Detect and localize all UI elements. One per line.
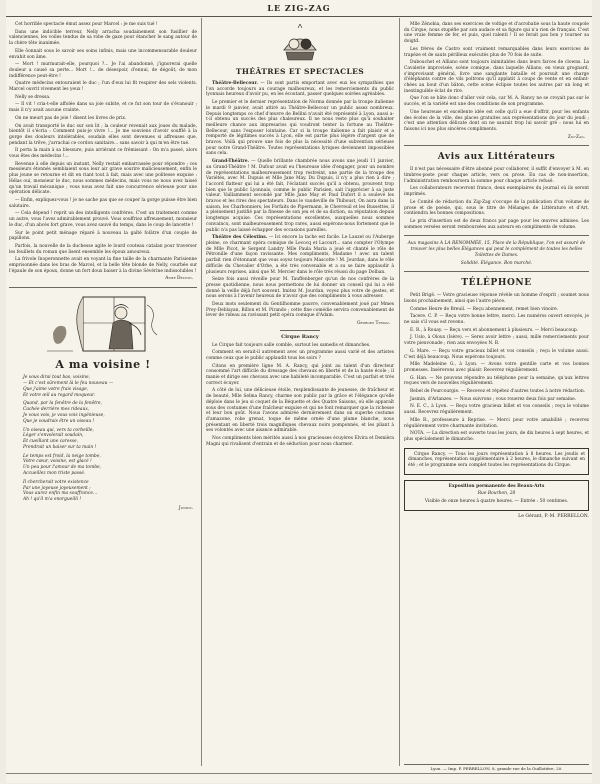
divider [404,145,589,146]
paragraph: Petit Brigé. — Votre gracieuse réponse révèle un homme d'esprit ; soumet nous lisons prochainement, ainsi que l'autre pièce. [404,293,589,304]
review-text: Deux mots seulement du Gentilhomme pauvre, convenablement joué par Mmes Prey-Deblayan, Billon et M. Pirando ; cette fine comédie servira convenablement de lever de rideau au ravissant petit opéra comique d'Adam. [206,302,394,319]
poem-line: Il chercherait votre existence [23,479,89,485]
paragraph: On ne meurt pas de joie ! disent les livres de prix. [15,115,127,121]
imprint: Lyon. — Imp. P. PERRELLON, 8, grande rue de la Guillotière, 20. [404,764,589,771]
poem-line: Prendrait un baiser sur ta main ! [23,444,97,450]
signature: Aymé Delyon. [165,276,193,282]
review-text: — Ils sont partis emportant avec eux les sympathies que l'on accorde toujours au courage malheureux, et les remerciements du public lyonnais heureux d'avoir pu, en les écoutant, passer quelques soirées agréables. [206,81,394,98]
poem-line: Cachée derrière mes rideaux, [23,407,90,413]
column-rule [399,18,400,766]
exposition-text: Visible de onze heures à quatre heures. — Entrée : 50 centimes. [424,499,569,505]
telephone-messages [404,293,589,442]
paragraph: Les collaborateurs recevront franco, deux exemplaires du journal où ils seront imprimés. [404,186,589,198]
paragraph: Le Cirque fait toujours salle comble, surtout les samedis et dimanches. [212,342,371,348]
poem-line: Et votre œil au regard moqueur. [23,392,96,398]
review-paragraph [206,235,394,275]
paragraph: Le prix d'insertion est de deux francs par page pour les œuvres admises. Les sommes versées seront remboursées aux auteurs en compliments de volume. [404,218,589,230]
paragraph: Mlle R., professeure à Reprise. — Merci pour votre amabilité ; recevrez régulièrement votre charmante invitation. [404,417,589,429]
divider [404,235,589,236]
paragraph: Elle ôonnait sous le savoir ses soins infinis, mais une incommensurable douleur envahit son âme. [9,48,197,60]
poem-stanza [23,428,197,451]
store-ad-tagline: Solidité. Élégance. Bon marché. [460,260,533,266]
cirque-ad-text: Cirque Rancy. — Tous les jours représentation à 8 heures. Les jeudis et dimanches, représentation supplémentaire à 2 heures, le dimanche suivant en été ; et le programme sera complet toutes les représentations du Cirque. [408,451,585,469]
poem-stanza [23,401,197,424]
paragraph: Rebel de Pourcourgie. — Recevez et répétez d'autres toutes à notre rédaction. [410,389,586,395]
avis-text [404,167,589,230]
review-paragraph [206,100,394,157]
paragraph: La frivole Inoperonnette avait en voyant la fine taille de la charmante Parisienne emprisonnée dans les bras de Marcel, et la belle tête blonde de Nelly, courbée sur l'épaule de son époux, donne un fort doux baiser à la divine Sévérine indissolubles ! [9,257,197,274]
paragraph: Cet horrible spectacle émut assez pour Marcel : je me suis tué ! [15,22,158,27]
paragraph: A côté de lui, une délicieuse étoile, resplendissante de jeunesse, de fraîcheur et de beauté, Mlle Selma Rancy, charme son public par la grâce et l'élégance qu'elle déploie dans le jeu si coquet de la Béquette et des Quatre Saisons, où elle apparaît sous des costumes d'une fraîcheur exquise et qui ne font remarquer que la richesse et leur bon goût. Nous l'avons admirée dernièrement dans un superbe costume d'amazone, robe grenat, toque de même ornée d'une plume blanche, nous présentant en liberté trois magnifiques chevaux noirs pomponnés, et les pliant à ses volontés avec une aisance admirable. [206,388,394,434]
venue-name: Grand-Théâtre. [212,159,250,165]
theatre-reviews [206,81,394,319]
store-ad: Aux magasins A LA RENOMMÉE, 15, Place de la République, l'on est assuré de trouver les plus belles Élégances qui peut le complément de toutes les belles Toilettes de Dames. [407,241,586,258]
paragraph: Dubouchet et Alliano sont toujours inimitables dans leurs farces de clowns. La Cavalerie improvisée, scène comique, dans laquelle Alliano, en vieux grognard, s'improvisant général, livre une sanglante bataille et poursuit une charge d'éléphants contre de vils poltrons qu'il applatit à coups de vente et en enfant-chées au bout d'un bâton, cette scène éclipse toutes les autres par un long et inextinguible éclat de rire. [404,60,589,94]
review-text: Le premier et le dernier représentation de Norma donnée par la troupe italienne le mardi 9 janvier, avait attiré au Théâtre-Bellecour un public assez nombreux. Depuis longtemps ce chef d'œuvre de Bellini n'avait été représenté à Lyon, aussi a-t-il obtenu un succès des plus chaleureux. Il ne nous reste plus qu'à souhaiter meilleure chance aux impresarios qui voudront tenter la fortune au Théâtre-Bellecour, sans l'exposer lointaine. Car si la troupe italienne a fait plaisir et a remporté de légitimes succès à Lyon, elle est partie plus légère d'argent que de bravos. Voilà qui prouve une fois de plus la nécessité d'une subvention sérieuse pour notre Grand-Théâtre. Toutes représentations lyriques deviennent impossibles sans cela. [206,100,394,157]
masthead-title: LE ZIG-ZAG [267,3,331,13]
paragraph: Que l'on se hâte donc d'aller voir cela, car M. A. Rancy ne se croyait pas sur le succès, et la variété est une des conditions de son programme. [404,96,589,108]
paragraph: Jasmin, d'Arlanzes. — Nous suivrons ; vous rouerez deux fois par semaine. [410,396,577,402]
gerant: Le Gérant, P.-M. PERRELLON. [518,513,589,519]
story-continuation [9,22,197,274]
paragraph: Revenue à elle depuis un instant, Nelly restait embarrassée pour répondre ; ces messieurs étonnés semblaient sous leur air grave sourire malicieusement, enfin le plus jeune se retourne et dit en riant tout à fait, mais avec une politesse exquise : Hélas oui, monsieur le duc, nous sommes médecins, mais vous ne nous avez laissé qu'un travail mécanique ; vous nous avez fait une concurrence sérieuse pour une opération délicate. [9,161,197,196]
venue-name: Théâtre-Bellecour. [212,81,258,86]
theatre-emblem-illustration [278,24,322,64]
paragraph: G. Han. — Ne pouvons répondre au téléphone pour la semaine, qu'aux lettres reçues vers de nouvelles régulièrement. [404,375,589,387]
exposition-box [404,480,589,511]
woman-at-window-illustration [43,293,163,355]
paragraph: NOTA. — La direction est ouverte tous les jours, de dix heures à sept heures, et plus spécialement le dimanche. [404,431,589,442]
poem-line: Accueillez mon triste passé. [23,471,86,477]
review-paragraph [206,159,394,233]
poem-line: Je vous dirai tout bas, voisine, [23,375,90,381]
signature: Georges Tyrian. [357,321,390,327]
column-right [404,22,589,520]
poem-stanza [23,454,197,477]
poem-line: — Et c'est sûrement là le feu nouveau — [23,380,114,386]
newspaper-page [6,0,592,783]
avis-title: Avis aux Littérateurs [437,152,556,163]
poem-title: A ma voisine ! [55,358,151,372]
exposition-address: Rue Bourbon, 28 [477,491,516,497]
paragraph: Une heureuse et excellente idée est celle qu'il a eue d'offrir, pour les enfants des écoles de la ville, des places gratuites aux représentations du jour du jeudi ; c'est une attention délicate dont on ne saurait trop lui savoir gré : nous lui en faisons ici nos plus sincères compliments. [404,109,589,132]
divider [280,330,320,331]
poem-line: Je vous vois, je vous vois ingénieuse, [23,412,105,418]
cirque-review [206,343,394,448]
paragraph: Mlle Madeleine G., à Lyon. — Avons votre gentille carte et vos bonnes promesses. Insérerons avec plaisir. Recevrez régulièrement. [404,362,589,373]
divider [404,271,589,272]
poem [23,375,197,503]
paragraph: Comme Heure de Breuil. — Reçu abonnement, remet bien vinoire. [410,306,559,312]
paragraph: — Mort ! murmurait-elle, pourquoi ?... Je l'ai abandonné, j'ignorerai quelle douleur a causé sa perte... Mort !... de désespoir, d'ennui, de dégoût, de mon indifférence peut-être ! [9,62,197,79]
poem-line: Un oiseau qui, vers ta corbeille, [23,427,94,433]
review-text: Seize fois aussi réveille pour M. Tauffenberger qu'un de nos confrères de la presse quotidienne, nous nous permettons de lui donner un conseil qui lui a été donné la veille déjà fort souvent. Imitez M. Jourdan, voyez plus votre de gestes, et nous serons à l'avenir heureux de n'avoir que des compliments à vous adresser. [206,277,394,300]
paragraph: Quatre médecins entouraient le duc ; l'un d'eux lui fit respirer des sels violents. Marcel ouvrit vivement les yeux ! [9,81,197,93]
paragraph: N. E. C., à Lyon. — Reçu votre gracieux billet et vos conseils ; reçu le volume aussi. Recevrez régulièrement. [404,404,589,416]
poem-line: Votre cœur, voisine, est glacé ! [23,459,92,465]
paragraph: Le Comité de rédaction du Zig-Zag s'occupe de la publication d'un volume de prose et de poésie, qui, sous le titre de Mélanges de Littérature et d'Art, contiendra les bonnes compositions. [404,199,589,217]
paragraph: Les frères de Castro sont vraiment remarquables dans leurs exercices de trapèze et de sauts périlleux exécutés plus de 70 fois de suite. [404,46,589,58]
divider [9,287,197,288]
paragraph: G. Mare. — Reçu votre gracieux billet et vos conseils ; reçu le volume aussi. C'est déjà beaucoup. Nous espérons toujours. [404,348,589,360]
paragraph: Nelly se dressa. [15,94,51,100]
paragraph: Comment en serait-il autrement avec un programme aussi varié et des artistes comme ceux que le public applaudit tous les soirs ? [206,350,394,361]
poem-line: Ah ! qu'il m'a enorgueilli ! [23,497,82,503]
poem-line: Et cueillant une caresse, [23,439,78,445]
cirque-ad-box [404,448,589,475]
paragraph: Dans une indicible terreur, Nelly arracha soudainement son fusillier de valenciennes, les voiles tendus de sa robe de gaze pour étancher le sang autour de la chère tête inanimée. [9,29,197,47]
paragraph: On avait transporté le duc sur son lit ; la couleur revenait aux joues du malade, bientôt il s'écria : Comment puis-je vivre !... Je me souviens d'avoir soufflé à la gorge des douleurs intolérables, soudain elles sont devenues si affreuses que, pendant la trêve, j'arrachai ce cordon sanitaire... sans savoir à qui m'en être tué. [9,123,197,146]
paragraph: Il n'est pas nécessaire d'être abonné pour collaborer, il suffit d'envoyer à M. en timbres-poste pour chaque article, vers ou prose. En cas de non-insertion, l'administration remboursera la somme pour chaque article refusé. [404,167,589,184]
poem-line: Lèger s'envolerait soudain, [23,433,84,439]
cirque-heading: Cirque Rancy [281,333,319,340]
telephone-title: TÉLÉPHONE [461,278,532,289]
review-paragraph [206,277,394,300]
paragraph: Sur le point petit ménage réparé à nouveau la gaîté folâtre d'un couple de papillons. [9,230,197,242]
signature: Zig-Zag. [567,134,585,140]
exposition-title: Exposition permanente des Beaux-Arts [448,483,545,489]
review-text: — Ici encore la tache est facile. Le Lauzel ou l'Auberge pleine, ce charmant opéra comique de Lecocq et Lacourt... sans compter l'Olympe de Mlle Picot, le Sergent Landry Mlle Paula Maria a joué et chanté le rôle de Pétronille d'une façon ravissante. Mes compliments, Madame ! avec un talent parfait rien d'étonnant que vous soyez toujours Mascotte ! M. Jourdan, dans le rôle difficile du Chevalier d'Orbe, a été très convenable et a su se faire applaudir à plusieurs reprises, ainsi que M. Mercier dans le rôle très réussi du page Dolban. [206,235,394,275]
paragraph: — Enfin, expliquez-vous ! je ne sache pas que se couper la gorge puisse être bien salutaire. [9,197,197,209]
paragraph: Il porta la main à sa blessure, puis arriérant ce frémissant : On m'a passé, alors vous êtes des médecins !... [9,148,197,160]
poem-stanza [23,375,197,398]
paragraph: J. Uslo, à Oloux (Isère). — Serez avoir lettre ; aussi, mille remerciements pour votre pieuvonade ; rien aux envoyées N. B. [404,335,589,347]
cirque-continuation [404,22,589,133]
page-edge [6,773,592,784]
paragraph: Tacere. C. P. — Reçu votre bonne lettre, merci. Les numéros ouvert envoyés, je ne sais s'il vous est revenu. [404,314,589,326]
paragraph: Citons en première ligne M. A. Rancy, qui joint au talent d'un directeur consommé l'art difficile du dressage des chevaux en liberté et de la haute école ; il manie et dirige ses chevaux avec une habileté incomparable. C'est un parfait et très correct écuyer. [206,363,394,386]
paragraph: — Il vit ! cria-t-elle affolée dans sa joie subite, et ce fut son tour de s'évanouir ; mais il n'y avait aucune crainte. [9,102,197,114]
poem-line: Le temps est froid, la neige tombe, [23,453,101,459]
poem-line: Quand, par la fenêtre de la fenêtre, [23,401,103,407]
poem-stanza [23,480,197,503]
signature: Junius. [178,506,193,512]
paragraph: — Cela dépend ! reprit un des intelligents confrères. C'est un traitement comme un autre, vous l'avez admirablement prouvé. Vous souffriez affreusement, monsieur le duc, d'un abcès fort grave, vous avez sauvé du temps, dans le coup de lancette ! [9,211,197,228]
paragraph: E. R., à Rouay. — Reçu vers et abonnement à plusieurs. — Merci beaucoup. [410,327,579,333]
review-text: — Quelle brillante chambrée nous avons une jeudi 11 janvier, au Grand-Théâtre ! M. Dufour avait eu l'heureuse idée d'engager, pour un nombre de représentations malheureusement trop restreint, une partie de la troupe des Variétés, avec M. Dupuis et Mlle Jane May. Du Dupuis, il n'y a plus rien à dire ; l'accord flatteur qui lui a été fait, l'éclatant succès qu'il a obtenu, prouvent trop bien que le public Lyonnais, comme le public Parisien, sait l'apprécier à sa juste valeur. Vaillamment secondé par Mlle Jane May et Paul Dufort il a soulevé les bravos et les rires des spectateurs. Dans le vaudeville de Thiboust, On aura dans la saison, les Charbonniers, les Forfaits de Pipermann, le Chevreuil et les Bussettes, il a pleinement justifié par la finesse de son jeu et de sa diction, sa réputation depuis longtemps acquise. Ces représentations excellentes, auxquelles nous sommes convaincu, sont malheureusement trop rares, aussi espérons-nous fortement que le public n'a pas laissé échapper des occasions pareilles. [206,159,394,233]
poem-line: Vous aurez enfin ma souffrance... [23,491,98,497]
paragraph: Mlle Zénobia, dans ses exercices de voltige et d'acrobatie sous la haute coupole du Cirque, nous stupéfie par son audace et sa figure qui n'a rien de français. C'est une vraie femme de fer, et puis, quel ralenti ! Il se ferait pas bon y tourner sa doigtd. [404,22,589,45]
column-middle [206,22,394,449]
review-paragraph [206,302,394,319]
poem-line: Que j'aime votre frais visage, [23,386,89,392]
venue-name: Théâtre des Célestins. [212,235,268,241]
paragraph: Nos compliments bien mérités aussi à nos gracieuses écuyères Elvira et Demièra Magni qui rivalisent d'entrain et de séduction pour nous charmer. [206,436,394,447]
poem-line: Un peu pour l'amour de ma tombe, [23,465,102,471]
paragraph: Parfois, la nouvelle de la duchesse agite le lourd couteau catalan pour traverser les feuillets du roman que lisent ensemble les époux amoureux. [9,243,197,255]
column-left [9,22,197,515]
column-rule [201,18,202,766]
section-title: THÉÂTRES ET SPECTACLES [235,67,365,76]
review-paragraph [206,81,394,98]
poem-line: Par une joyeuse joyeusement ; [23,485,91,491]
poem-line: Que je voudrais être un oiseau ! [23,418,95,424]
masthead [6,2,592,17]
